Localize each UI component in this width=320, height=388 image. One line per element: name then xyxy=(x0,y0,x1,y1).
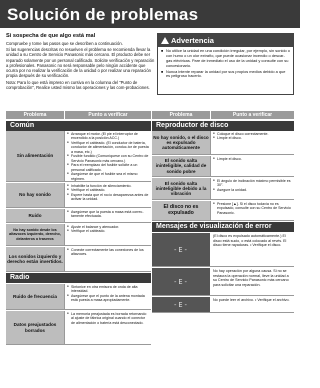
col-problem-right: Problema xyxy=(152,111,210,119)
check-item: ● Coloque el disco correctamente. xyxy=(213,132,292,136)
problem-label: Ruido de frecuencia xyxy=(6,284,64,309)
check-item: ● Verifique el cableado. (El conductor de batería, conductor de alimentación, conduc-tor de puesta a masa, etc.) xyxy=(67,141,149,154)
check-item: ● Asegúrese que la puesta a masa está correc-tamente efectuada. xyxy=(67,210,149,219)
check-item: ● La memoria preajustada es borrada retornando al ajuste de fábrica original cuando el conector de alimentación o batería está desconectado. xyxy=(67,312,149,325)
table-row xyxy=(152,178,294,200)
check-item: ● Limpie el disco. xyxy=(213,157,292,161)
table-row xyxy=(6,224,151,246)
table-row xyxy=(6,284,151,310)
check-item: ● Verifique el cableado. xyxy=(67,229,149,233)
check-list xyxy=(64,183,151,207)
col-problem-left: Problema xyxy=(6,111,64,119)
problem-label: No hay sonido, o el disco es expulsado automáticamente xyxy=(152,131,210,154)
col-check-left: Punto a verificar xyxy=(65,111,151,119)
check-item: ● Asegúrese que el punto de la antena montada está puesta a masa apropiadamente. xyxy=(67,294,149,303)
problem-label: El sonido salta ininteligible, calidad de sonido pobre xyxy=(152,156,210,176)
intro-paragraph-1: Compruebe y tome las pasos que se describen a continuación. xyxy=(6,40,123,46)
check-list xyxy=(64,131,151,181)
table-row xyxy=(152,131,294,155)
error-description: No puede leer el archivo. • Verifique el archivo. xyxy=(213,298,290,302)
section-common: Común xyxy=(6,121,151,131)
table-row xyxy=(6,183,151,208)
check-item: ● Limpie el disco. xyxy=(213,136,292,140)
check-item: ● El ángulo de inclinación máximo permisible es 30°. xyxy=(213,179,292,188)
warning-box xyxy=(157,33,294,95)
problem-label: El disco no es expulsado xyxy=(152,201,210,220)
problem-label: No hay sonido desde los altavoces izquierdo, derecho, delanteros o traseros xyxy=(6,224,64,245)
intro-section xyxy=(6,33,156,91)
problem-label: Ruido xyxy=(6,209,64,222)
check-list xyxy=(64,311,151,344)
intro-note: Nota: Para lo que está impreso en cursiva en la columna del "Punto de comprobación", Realice usted mismo las operaciones y las com-probaciones. xyxy=(6,79,150,90)
check-item: ● Para el reemplazo del fusible solicite a un personal calificado. xyxy=(67,163,149,172)
section-radio: Radio xyxy=(6,273,151,283)
intro-heading: Si sospecha de que algo está mal xyxy=(6,33,96,39)
page-banner xyxy=(0,0,300,28)
table-row xyxy=(152,233,294,267)
warning-heading: Advertencia xyxy=(171,36,214,45)
lcd-display: -E- xyxy=(152,233,210,266)
lcd-display: -E- xyxy=(152,268,210,295)
table-row xyxy=(152,297,294,313)
check-item: ● Presione [▲]. Si el disco todavía no es expulsado, consulte con su Centro de Servicio Panasonic. xyxy=(213,202,292,215)
col-check-right: Punto a verificar xyxy=(211,111,294,119)
intro-paragraph-2: Si las sugerencias descritas no resuelven el problema se recomienda llevar la unidad a su Centro de Servicio Panasonic más cercano. El producto debe ser reparado solamente por un personal calificado. Solicite verificación y reparación a profesionales. Panasonic no será responsable pelo ningún accidente que ocurra por no realizar la verificación de la unidad o por realizar una reparación propia después de su verificación. xyxy=(6,47,155,79)
check-item: ● Sintonice en otra emisora de onda de alta intensidad. xyxy=(67,285,149,294)
warning-icon xyxy=(161,37,169,44)
problem-label: No hay sonido xyxy=(6,183,64,207)
warning-item: ■ Nunca intente reparar la unidad por sus propios medios debido a que es peligroso hacerlo. xyxy=(161,70,290,80)
table-row xyxy=(6,131,151,182)
check-item: ● Asegúrese de que el fusible sea el mismo régimen. xyxy=(67,172,149,181)
warning-item: ■ No utilice la unidad en una condición irregular, por ejemplo, sin sonido o con humo o un olor extraño, que puede ocasionar incendio o descar-gas eléctricas. Pare de inmediato el uso de la unidad y consulte con su concesionario. xyxy=(161,49,290,69)
check-item: ● Fusible fundido (Comuníquese con su Centro de Servicio Panasonic más cercano.) xyxy=(67,154,149,163)
problem-label: Sin alimentación xyxy=(6,131,64,181)
section-disc-player: Reproductor de disco xyxy=(152,121,294,131)
page-title: Solución de problemas xyxy=(7,5,199,24)
check-list xyxy=(64,209,151,222)
check-list xyxy=(64,284,151,309)
table-row xyxy=(6,209,151,223)
check-item: ● Ajuste el balance y atenuador. xyxy=(67,225,149,229)
table-row xyxy=(6,247,151,272)
problem-label: El sonido salta ininteligible debido a la vibración xyxy=(152,178,210,199)
problem-label: Datos preajustados borrados xyxy=(6,311,64,344)
check-item: ● Verifique el cableado. xyxy=(67,188,149,192)
table-row xyxy=(152,268,294,296)
table-row xyxy=(6,311,151,345)
check-item: ● Conecte correctamente las conexiones de los altavoces. xyxy=(67,248,149,257)
check-list xyxy=(210,156,294,176)
lcd-display: -E- xyxy=(152,297,210,312)
table-row xyxy=(152,156,294,177)
error-description: No hay operación por alguna causa. Si no se restaura la operación normal, lleve la unidad a su Centro de Servicio Panasonic más cercano para solicitar una reparación. xyxy=(213,269,289,287)
table-row xyxy=(152,201,294,221)
section-error-messages: Mensajes de visualización de error xyxy=(152,222,294,232)
error-description: (El disco es expulsado automáticamente.) El disco está sucio, o está colocado al revés. El disco tiene rayaduras. • Verifique el disco. xyxy=(213,234,287,248)
check-item: ● Asegure la unidad. xyxy=(213,188,292,192)
check-list xyxy=(64,224,151,245)
check-item: ● Arranque el motor. (El pie el interruptor de encendido a la posición ACC.) xyxy=(67,132,149,141)
check-list xyxy=(210,178,294,199)
check-item: ● Inhabilite la función de silenciamiento. xyxy=(67,184,149,188)
check-list xyxy=(64,247,151,271)
problem-label: Los sonidos izquierdo y derecho están invertidos. xyxy=(6,247,64,271)
check-list xyxy=(210,131,294,154)
check-list xyxy=(210,201,294,220)
warning-header xyxy=(158,34,293,47)
check-item: ● Espere hasta que el rocío desaparezca antes de activar la unidad. xyxy=(67,193,149,202)
